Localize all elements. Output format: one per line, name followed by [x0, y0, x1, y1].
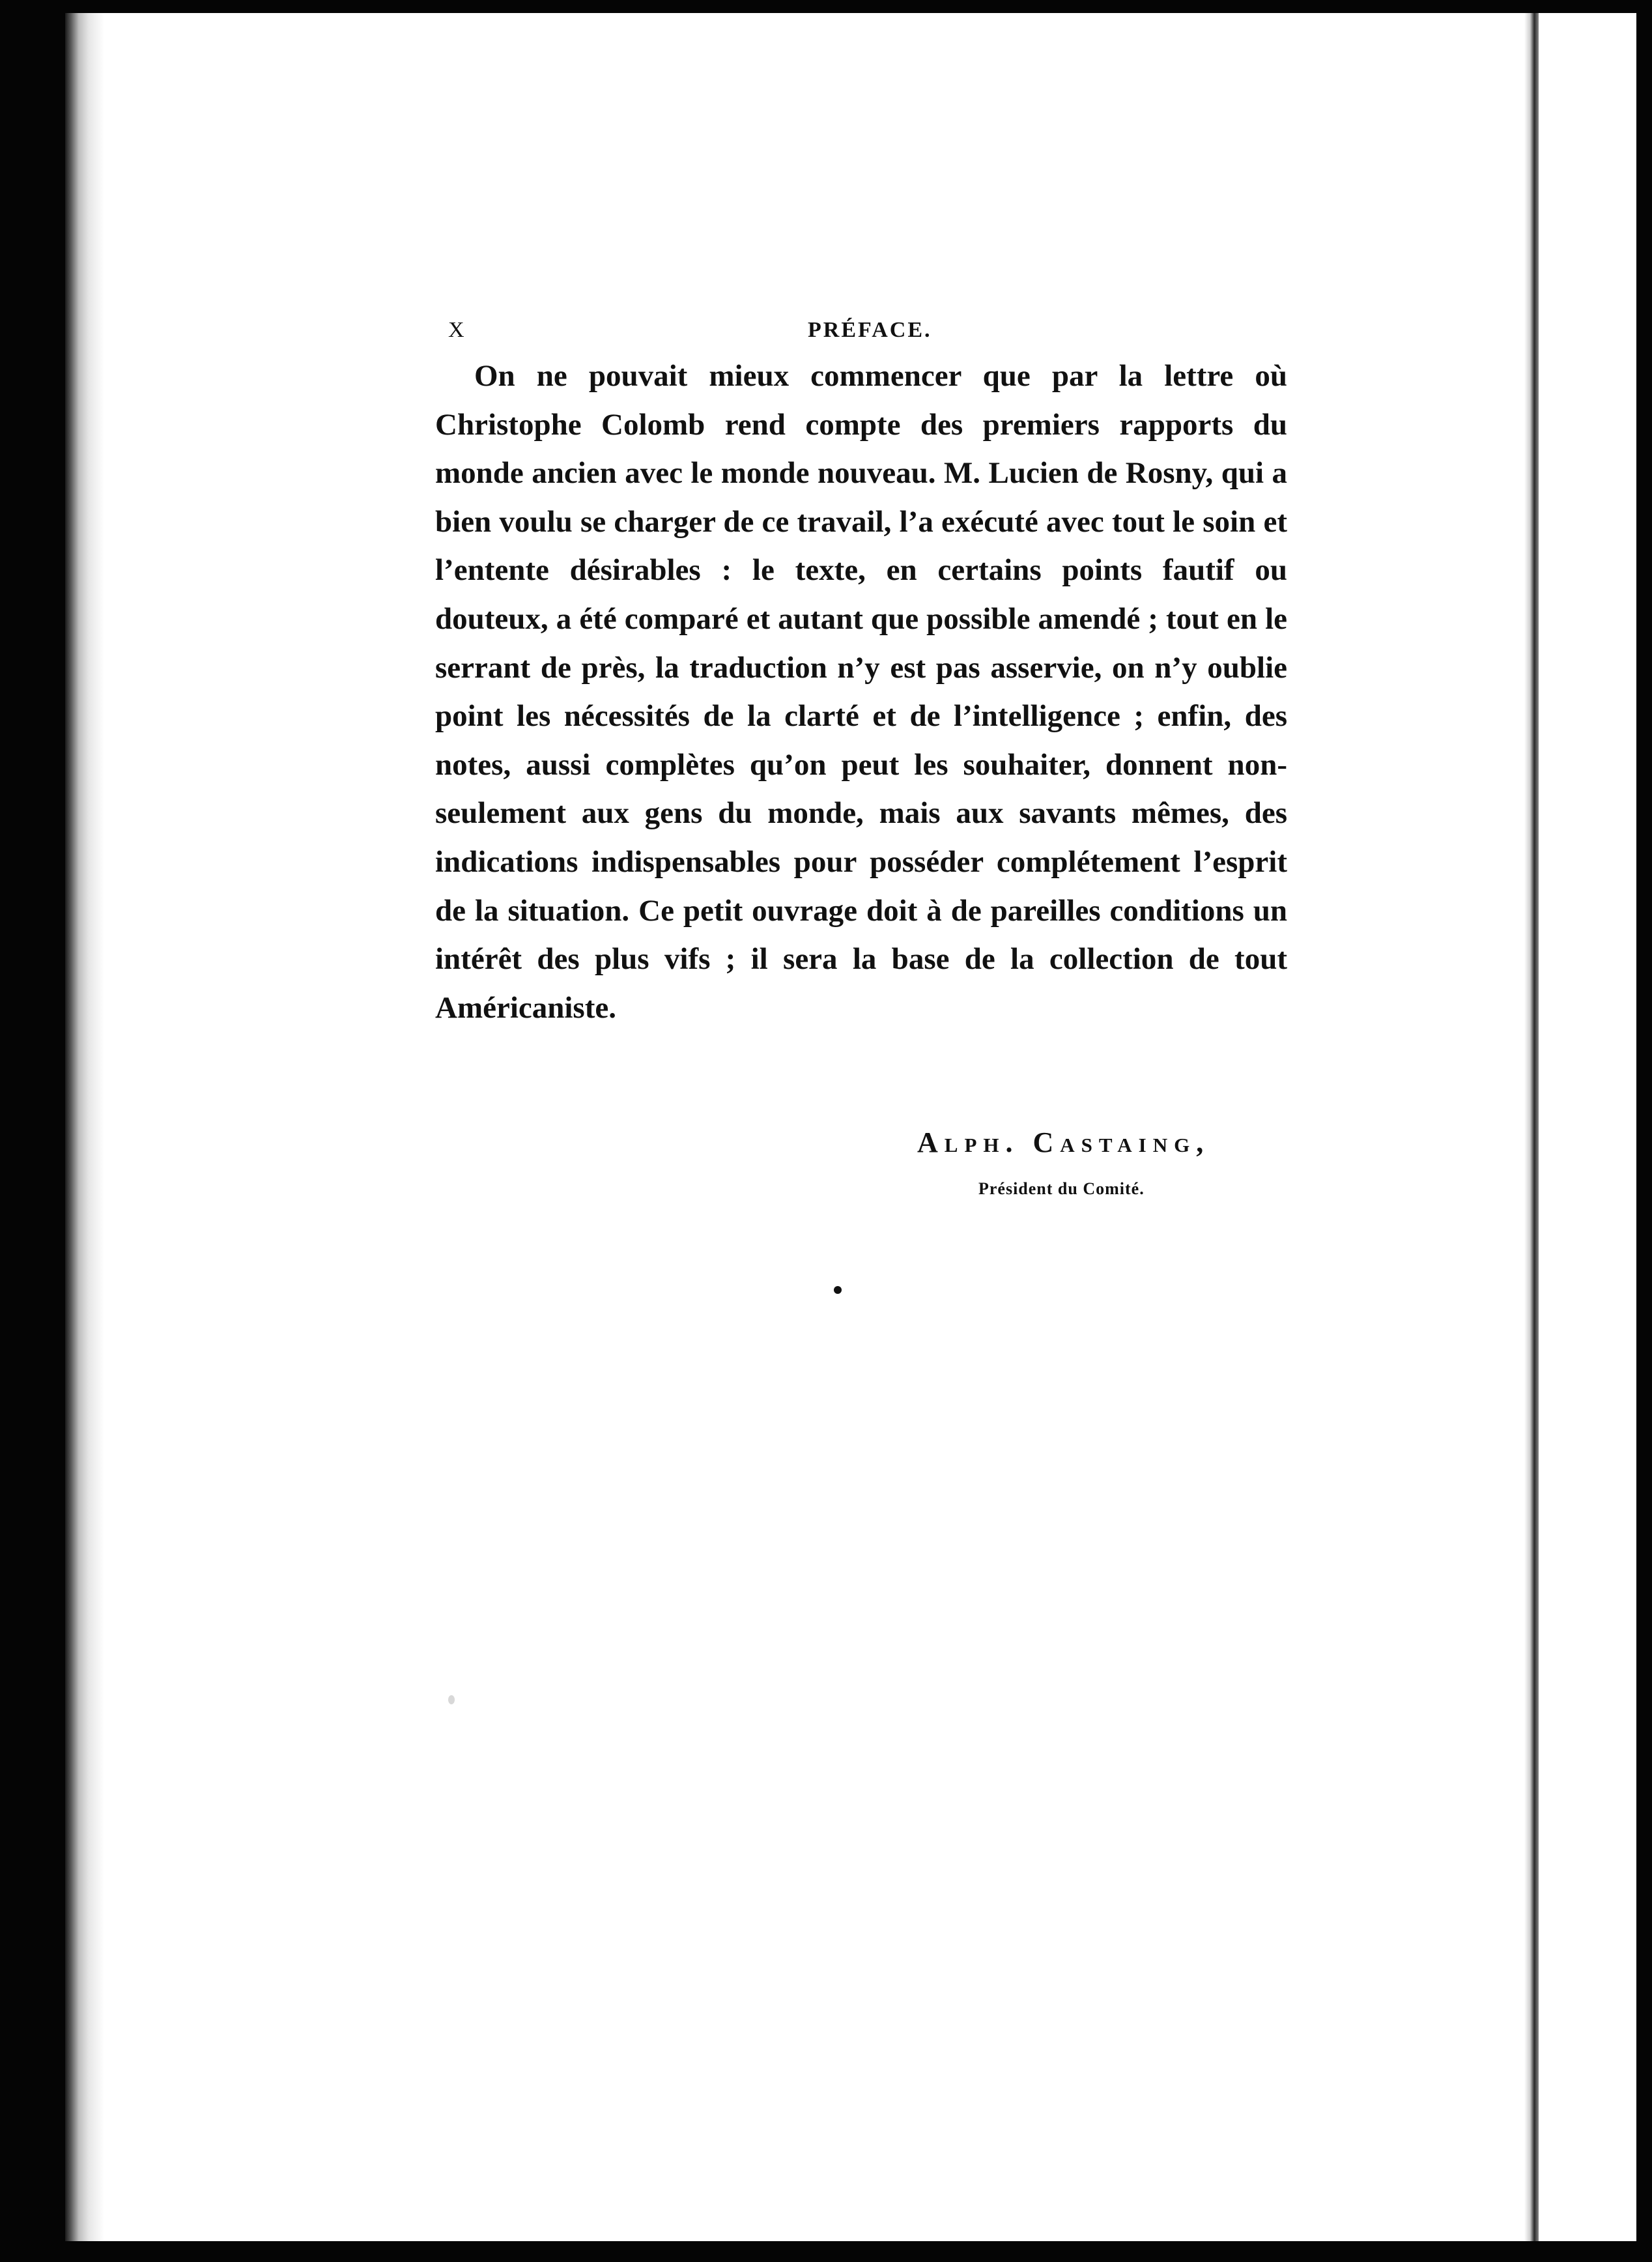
signature-title: Président du Comité.: [978, 1179, 1145, 1198]
preface-paragraph: On ne pouvait mieux commencer que par la lettre où Christophe Colomb rend compte des premiers rapports du monde ancien avec le monde nouveau. M. Lucien de Rosny, qui a bien voulu se charger de ce travail, l’a exécuté avec tout le soin et l’entente désirables : le texte, en certains points fautif ou douteux, a été comparé et autant que possible amendé ; tout en le serrant de près, la traduction n’y est pas asservie, on n’y oublie point les nécessités de la clarté et de l’intelligence ; enfin, des notes, aussi complètes qu’on peut les souhaiter, donnent non-seulement aux gens du monde, mais aux savants mêmes, des indications indispensables pour posséder complétement l’esprit de la situation. Ce petit ouvrage doit à de pareilles conditions un intérêt des plus vifs ; il sera la base de la collection de tout Américaniste.: [435, 359, 1287, 1025]
ink-dot: [834, 1286, 842, 1294]
facing-page: [1539, 13, 1636, 2241]
facing-page-edge: [1524, 13, 1539, 2241]
running-head-title: PRÉFACE.: [808, 318, 932, 342]
page-text-block: [435, 313, 1287, 1032]
signature-name: Alph. Castaing,: [917, 1126, 1210, 1158]
page-number: X: [448, 318, 466, 342]
faint-speck: [448, 1695, 455, 1704]
running-head: [435, 313, 1287, 352]
page-binding-edge: [65, 13, 104, 2241]
